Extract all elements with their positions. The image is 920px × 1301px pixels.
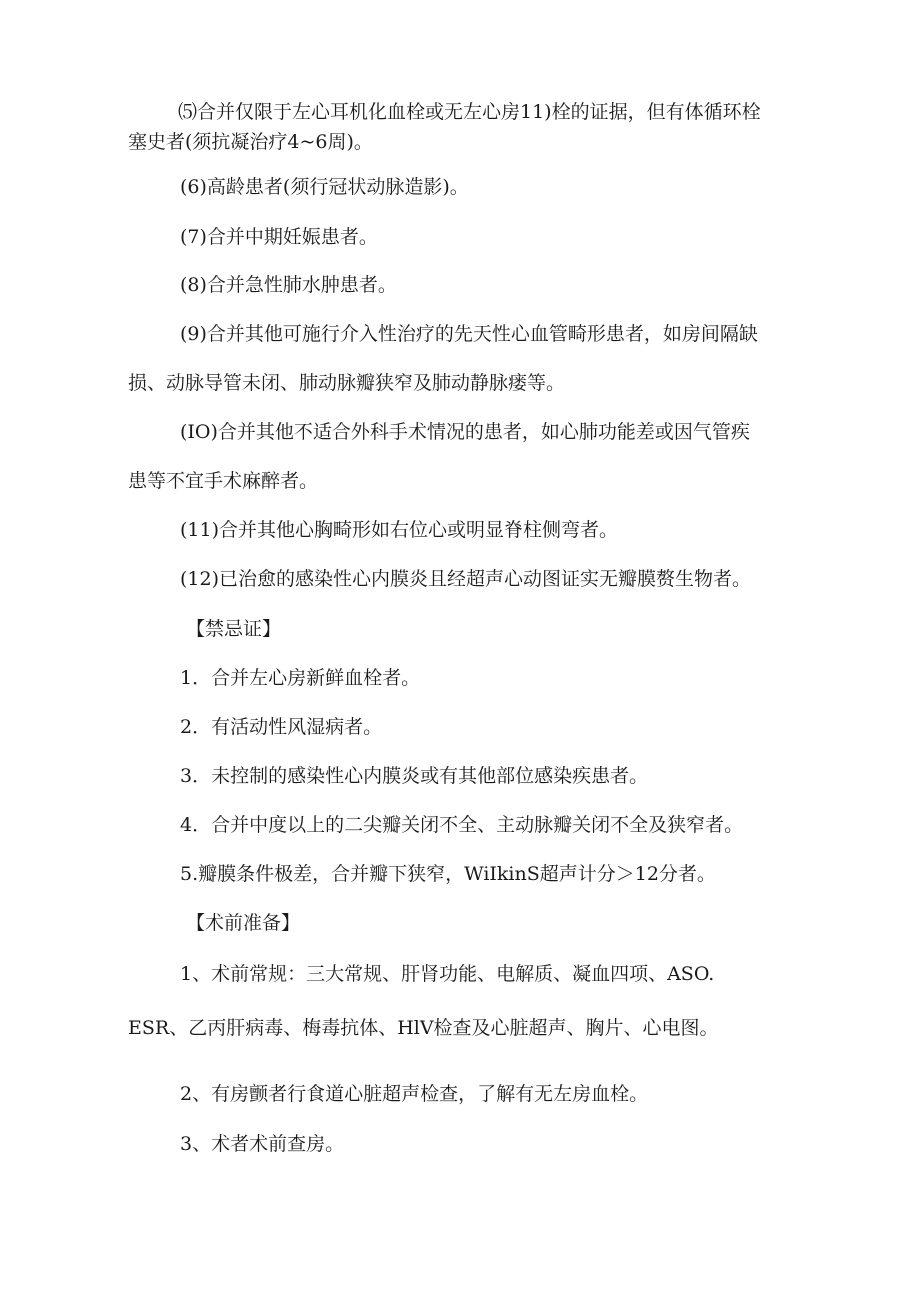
indication-item-6: (6)高龄患者(须行冠状动脉造影)。 bbox=[180, 176, 469, 198]
contraindication-item-1: 1．合并左心房新鲜血栓者。 bbox=[180, 667, 421, 689]
preop-item-1-line-2: ESR、乙丙肝病毒、梅毒抗体、HlV检查及心脏超声、胸片、心电图。 bbox=[128, 1017, 719, 1039]
indication-item-12: (12)已治愈的感染性心内膜炎且经超声心动图证实无瓣膜赘生物者。 bbox=[180, 568, 752, 590]
indication-item-10-line-2: 患等不宜手术麻醉者。 bbox=[128, 470, 319, 492]
indication-item-10-line-1: (IO)合并其他不适合外科手术情况的患者，如心肺功能差或因气管疾 bbox=[180, 421, 750, 443]
indication-item-8: (8)合并急性肺水肿患者。 bbox=[180, 274, 397, 296]
indication-item-9-line-1: (9)合并其他可施行介入性治疗的先天性心血管畸形患者，如房间隔缺 bbox=[180, 323, 758, 345]
indication-item-9-line-2: 损、动脉导管未闭、肺动脉瓣狭窄及肺动静脉瘘等。 bbox=[128, 372, 566, 394]
indication-item-11: (11)合并其他心胸畸形如右位心或明显脊柱侧弯者。 bbox=[180, 519, 619, 541]
preop-item-1-line-1: 1、术前常规：三大常规、肝肾功能、电解质、凝血四项、ASO. bbox=[180, 963, 715, 985]
contraindications-heading: 【禁忌证】 bbox=[186, 618, 282, 640]
preop-item-3: 3、术者术前查房。 bbox=[180, 1133, 345, 1155]
contraindication-item-3: 3．未控制的感染性心内膜炎或有其他部位感染疾患者。 bbox=[180, 765, 649, 787]
indication-item-5-line-1: ⑸合并仅限于左心耳机化血栓或无左心房11)栓的证据，但有体循环栓 bbox=[178, 101, 761, 123]
preop-item-2: 2、有房颤者行食道心脏超声检查，了解有无左房血栓。 bbox=[180, 1083, 649, 1105]
indication-item-7: (7)合并中期妊娠患者。 bbox=[180, 226, 378, 248]
preop-heading: 【术前准备】 bbox=[186, 912, 301, 934]
indication-item-5-line-2: 塞史者(须抗凝治疗4~6周)。 bbox=[128, 131, 373, 153]
contraindication-item-2: 2．有活动性风湿病者。 bbox=[180, 716, 383, 738]
contraindication-item-5: 5.瓣膜条件极差，合并瓣下狭窄，WiIkinS超声计分＞12分者。 bbox=[180, 863, 716, 885]
contraindication-item-4: 4．合并中度以上的二尖瓣关闭不全、主动脉瓣关闭不全及狭窄者。 bbox=[180, 814, 744, 836]
